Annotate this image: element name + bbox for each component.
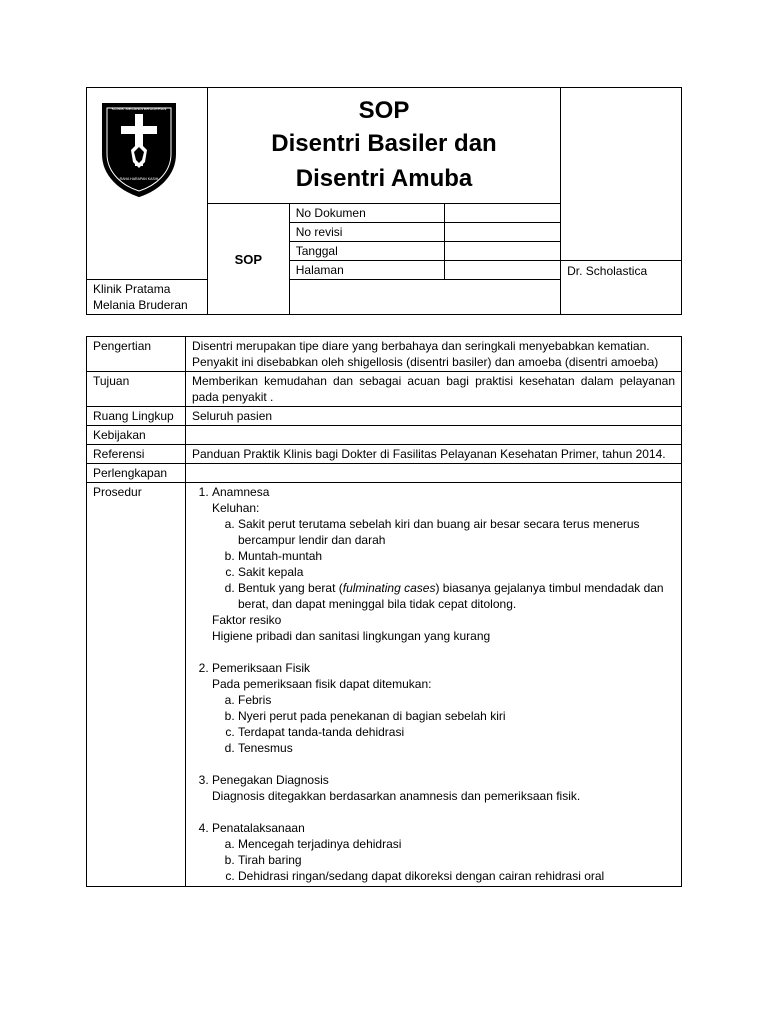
step-title: 4. Penatalaksanaan — [212, 821, 305, 835]
field-value — [445, 242, 561, 261]
faktor-text: Higiene pribadi dan sanitasi lingkungan yang kurang — [212, 629, 491, 643]
blank-cell — [289, 280, 560, 315]
step-anamnesa — [212, 484, 675, 660]
field-value — [445, 223, 561, 242]
faktor-label: Faktor resiko — [212, 613, 282, 627]
clinic-name: Klinik Pratama Melania Bruderan — [87, 280, 208, 315]
row-label: Perlengkapan — [87, 464, 186, 483]
list-item: b. Muntah-muntah — [238, 548, 675, 564]
penatalaksanaan-list — [212, 836, 675, 884]
right-blank-cell — [561, 88, 682, 261]
step-title: 2. Pemeriksaan Fisik — [212, 661, 311, 675]
logo-cell — [87, 88, 208, 280]
row-label: Pengertian — [87, 337, 186, 372]
field-label: No revisi — [289, 223, 445, 242]
field-value — [445, 261, 561, 280]
list-item: d. Bentuk yang berat (fulminating cases) biasanya gejalanya timbul mendadak dan berat, dan dapat meninggal bila tidak cepat ditolong. — [238, 580, 675, 612]
field-label: Halaman — [289, 261, 445, 280]
list-item: a. Febris — [238, 692, 675, 708]
list-item: b. Tirah baring — [238, 852, 675, 868]
clinic-shield-logo — [101, 102, 177, 198]
kebijakan-text — [186, 426, 682, 445]
logo-text-bottom: RAHA HARAPAN KASIH — [119, 177, 159, 181]
pemeriksaan-list — [212, 692, 675, 756]
prosedur-content — [186, 483, 682, 887]
step-text: Diagnosis ditegakkan berdasarkan anamnesis dan pemeriksaan fisik. — [212, 789, 581, 803]
row-label: Ruang Lingkup — [87, 407, 186, 426]
ruang-lingkup-text: Seluruh pasien — [186, 407, 682, 426]
keluhan-list — [212, 516, 675, 612]
header-table — [86, 87, 682, 315]
step-title: 1. Anamnesa — [212, 485, 270, 499]
step-intro: Pada pemeriksaan fisik dapat ditemukan: — [212, 677, 432, 691]
list-item: c. Dehidrasi ringan/sedang dapat dikoreksi dengan cairan rehidrasi oral — [238, 868, 675, 884]
keluhan-label: Keluhan: — [212, 501, 260, 515]
doc-title-line1: Disentri Basiler dan — [271, 129, 497, 157]
list-item: c. Sakit kepala — [238, 564, 675, 580]
logo-text-top: KLINIK MELANIA BRUDERAN — [111, 106, 167, 111]
prosedur-steps — [192, 484, 675, 884]
pengertian-text: Disentri merupakan tipe diare yang berbahaya dan seringkali menyebabkan kematian. Penyakit ini disebabkan oleh shigellosis (disentri basiler) dan amoeba (disentri amoeba) — [186, 337, 682, 372]
field-label: No Dokumen — [289, 204, 445, 223]
perlengkapan-text — [186, 464, 682, 483]
list-item: a. Mencegah terjadinya dehidrasi — [238, 836, 675, 852]
row-label: Kebijakan — [87, 426, 186, 445]
title-cell — [207, 88, 560, 204]
step-title: 3. Penegakan Diagnosis — [212, 773, 329, 787]
list-item: c. Terdapat tanda-tanda dehidrasi — [238, 724, 675, 740]
list-item: a. Sakit perut terutama sebelah kiri dan buang air besar secara terus menerus bercampur lendir dan darah — [238, 516, 675, 548]
list-item: b. Nyeri perut pada penekanan di bagian sebelah kiri — [238, 708, 675, 724]
step-penegakan-diagnosis — [212, 772, 675, 820]
tujuan-text: Memberikan kemudahan dan sebagai acuan bagi praktisi kesehatan dalam pelayanan pada penyakit . — [186, 372, 682, 407]
referensi-text: Panduan Praktik Klinis bagi Dokter di Fasilitas Pelayanan Kesehatan Primer, tahun 2014. — [186, 445, 682, 464]
row-label: Referensi — [87, 445, 186, 464]
step-pemeriksaan-fisik — [212, 660, 675, 772]
row-label: Prosedur — [87, 483, 186, 887]
doctor-name: Dr. Scholastica — [561, 261, 682, 315]
doc-type-title: SOP — [358, 96, 410, 124]
row-label: Tujuan — [87, 372, 186, 407]
sop-content-table — [86, 336, 682, 887]
list-item: d. Tenesmus — [238, 740, 675, 756]
step-penatalaksanaan — [212, 820, 675, 884]
doc-title-line2: Disentri Amuba — [295, 164, 473, 192]
sop-label: SOP — [207, 204, 289, 315]
field-label: Tanggal — [289, 242, 445, 261]
field-value — [445, 204, 561, 223]
